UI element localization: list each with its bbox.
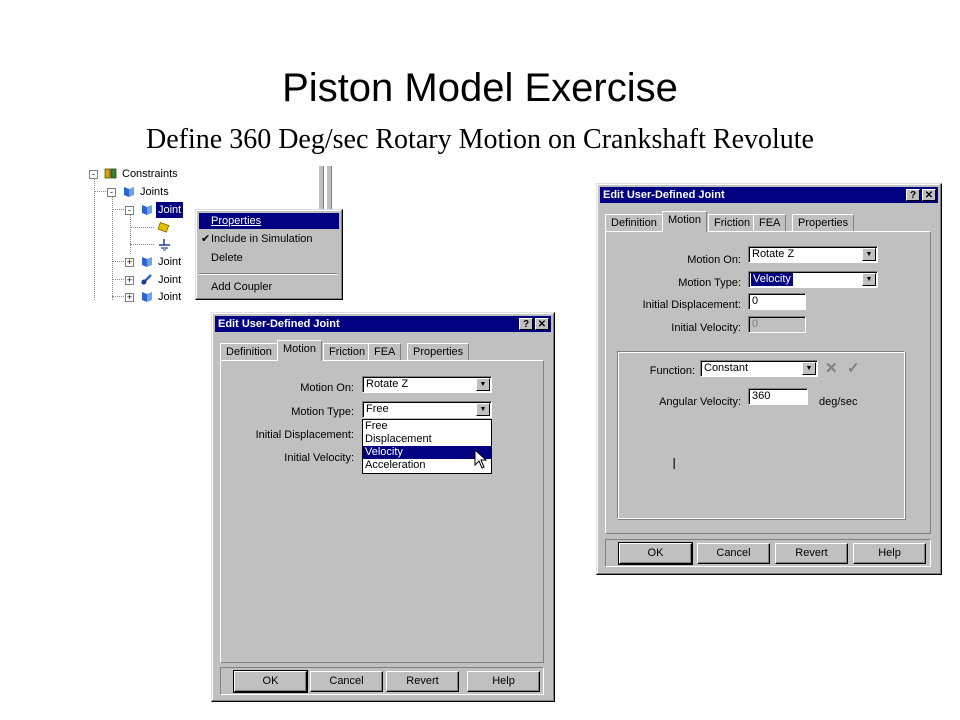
tab-friction[interactable]: Friction xyxy=(323,343,371,360)
tree-splitter-2[interactable] xyxy=(326,166,332,210)
dropdown-option[interactable]: Displacement xyxy=(365,433,432,445)
motion-on-value: Rotate Z xyxy=(752,248,795,260)
initial-displacement-label: Initial Displacement: xyxy=(255,429,354,441)
dialog-title: Edit User-Defined Joint xyxy=(603,189,725,201)
motion-on-value: Rotate Z xyxy=(366,378,409,390)
angular-velocity-value: 360 xyxy=(752,390,771,402)
motion-on-select[interactable] xyxy=(748,246,878,263)
dialog-titlebar[interactable] xyxy=(215,316,551,332)
tab-properties[interactable]: Properties xyxy=(792,214,854,231)
tree-label: Joint xyxy=(158,256,182,268)
dropdown-arrow-icon[interactable]: ▼ xyxy=(476,403,490,416)
expand-icon[interactable]: + xyxy=(126,292,133,302)
function-select[interactable] xyxy=(700,360,818,377)
menu-item-properties[interactable] xyxy=(199,213,339,229)
motion-type-value: Free xyxy=(366,403,389,415)
dropdown-option[interactable]: Acceleration xyxy=(365,459,426,471)
initial-velocity-input[interactable] xyxy=(748,316,806,333)
angular-velocity-unit: deg/sec xyxy=(819,396,858,408)
motion-type-select[interactable] xyxy=(362,401,492,418)
collapse-icon[interactable]: - xyxy=(89,170,98,179)
initial-velocity-value: 0 xyxy=(752,318,759,330)
tab-definition[interactable]: Definition xyxy=(220,343,278,360)
tree-splitter[interactable] xyxy=(318,166,324,210)
help-title-button[interactable]: ? xyxy=(519,318,533,330)
dropdown-option-highlighted[interactable]: Velocity xyxy=(363,446,491,459)
initial-displacement-label: Initial Displacement: xyxy=(642,299,741,311)
dropdown-option[interactable]: Free xyxy=(365,420,388,432)
motion-on-select[interactable] xyxy=(362,376,492,393)
help-button[interactable]: Help xyxy=(467,671,540,692)
dropdown-arrow-icon[interactable]: ▼ xyxy=(802,362,816,375)
menu-item-delete[interactable] xyxy=(199,250,339,266)
edit-joint-dialog-right xyxy=(596,183,942,575)
menu-item-include-in-simulation[interactable] xyxy=(199,231,339,247)
accept-check-icon[interactable]: ✓ xyxy=(847,360,860,377)
dropdown-arrow-icon[interactable]: ▼ xyxy=(862,248,876,261)
edit-joint-dialog-left xyxy=(211,312,555,702)
tab-friction[interactable]: Friction xyxy=(708,214,756,231)
initial-velocity-label: Initial Velocity: xyxy=(284,452,354,464)
angular-velocity-label: Angular Velocity: xyxy=(659,396,741,408)
motion-type-value: Velocity xyxy=(753,273,791,285)
tree-label: Constraints xyxy=(122,168,178,180)
cancel-x-icon[interactable]: ✕ xyxy=(825,360,838,377)
context-menu xyxy=(195,209,343,300)
motion-type-select[interactable] xyxy=(748,271,878,288)
cancel-button[interactable]: Cancel xyxy=(697,543,770,564)
child-ground-icon xyxy=(158,238,171,251)
menu-separator xyxy=(199,273,337,275)
cancel-button[interactable]: Cancel xyxy=(310,671,383,692)
function-value: Constant xyxy=(704,362,749,374)
close-title-button[interactable]: ✕ xyxy=(535,318,549,330)
dialog-title: Edit User-Defined Joint xyxy=(218,318,340,330)
slide-title: Piston Model Exercise xyxy=(282,66,678,110)
ok-button[interactable]: OK xyxy=(619,543,692,564)
tree-label: Joints xyxy=(140,186,169,198)
collapse-icon[interactable]: - xyxy=(107,188,116,197)
tree-label: Joint xyxy=(158,204,182,216)
joints-icon xyxy=(122,185,135,198)
function-label: Function: xyxy=(649,365,695,377)
joint-icon xyxy=(140,203,153,216)
initial-velocity-label: Initial Velocity: xyxy=(671,322,741,334)
tree-label: Joint xyxy=(158,274,182,286)
initial-displacement-input[interactable] xyxy=(748,293,806,310)
angular-velocity-input[interactable] xyxy=(748,388,808,405)
constraints-book-icon xyxy=(104,167,117,180)
joint-icon xyxy=(140,290,153,303)
collapse-icon[interactable]: - xyxy=(125,206,134,215)
menu-item-label: Delete xyxy=(211,252,243,264)
tab-fea[interactable]: FEA xyxy=(368,343,401,360)
tab-fea[interactable]: FEA xyxy=(753,214,786,231)
dialog-titlebar[interactable] xyxy=(600,187,938,203)
joint-slider-icon xyxy=(140,273,153,286)
initial-displacement-value: 0 xyxy=(752,295,759,307)
expand-icon[interactable]: + xyxy=(126,275,133,285)
tree-label: Joint xyxy=(158,291,182,303)
menu-item-label: Include in Simulation xyxy=(211,233,313,245)
tab-motion[interactable]: Motion xyxy=(662,211,707,232)
checkmark-icon: ✔ xyxy=(201,233,211,245)
mouse-pointer-icon xyxy=(474,449,488,469)
motion-on-label: Motion On: xyxy=(687,254,741,266)
motion-type-dropdown-list[interactable] xyxy=(362,419,492,474)
help-button[interactable]: Help xyxy=(853,543,926,564)
dropdown-arrow-icon[interactable]: ▼ xyxy=(862,273,876,286)
child-link-icon xyxy=(158,221,171,234)
motion-type-label: Motion Type: xyxy=(291,406,354,418)
tab-motion[interactable]: Motion xyxy=(277,340,322,361)
dropdown-arrow-icon[interactable]: ▼ xyxy=(476,378,490,391)
revert-button[interactable]: Revert xyxy=(386,671,459,692)
joint-icon xyxy=(140,255,153,268)
motion-on-label: Motion On: xyxy=(300,382,354,394)
close-title-button[interactable]: ✕ xyxy=(922,189,936,201)
help-title-button[interactable]: ? xyxy=(906,189,920,201)
slide-subtitle: Define 360 Deg/sec Rotary Motion on Crankshaft Revolute xyxy=(146,124,814,155)
ok-button[interactable]: OK xyxy=(234,671,307,692)
tab-properties[interactable]: Properties xyxy=(407,343,469,360)
text-cursor-icon: I xyxy=(672,456,677,473)
menu-item-label: Properties xyxy=(211,215,262,227)
expand-icon[interactable]: + xyxy=(126,257,133,267)
tab-definition[interactable]: Definition xyxy=(605,214,663,231)
menu-item-add-coupler[interactable] xyxy=(199,279,339,295)
menu-item-label: Add Coupler xyxy=(211,281,273,293)
motion-type-label: Motion Type: xyxy=(678,277,741,289)
revert-button[interactable]: Revert xyxy=(775,543,848,564)
